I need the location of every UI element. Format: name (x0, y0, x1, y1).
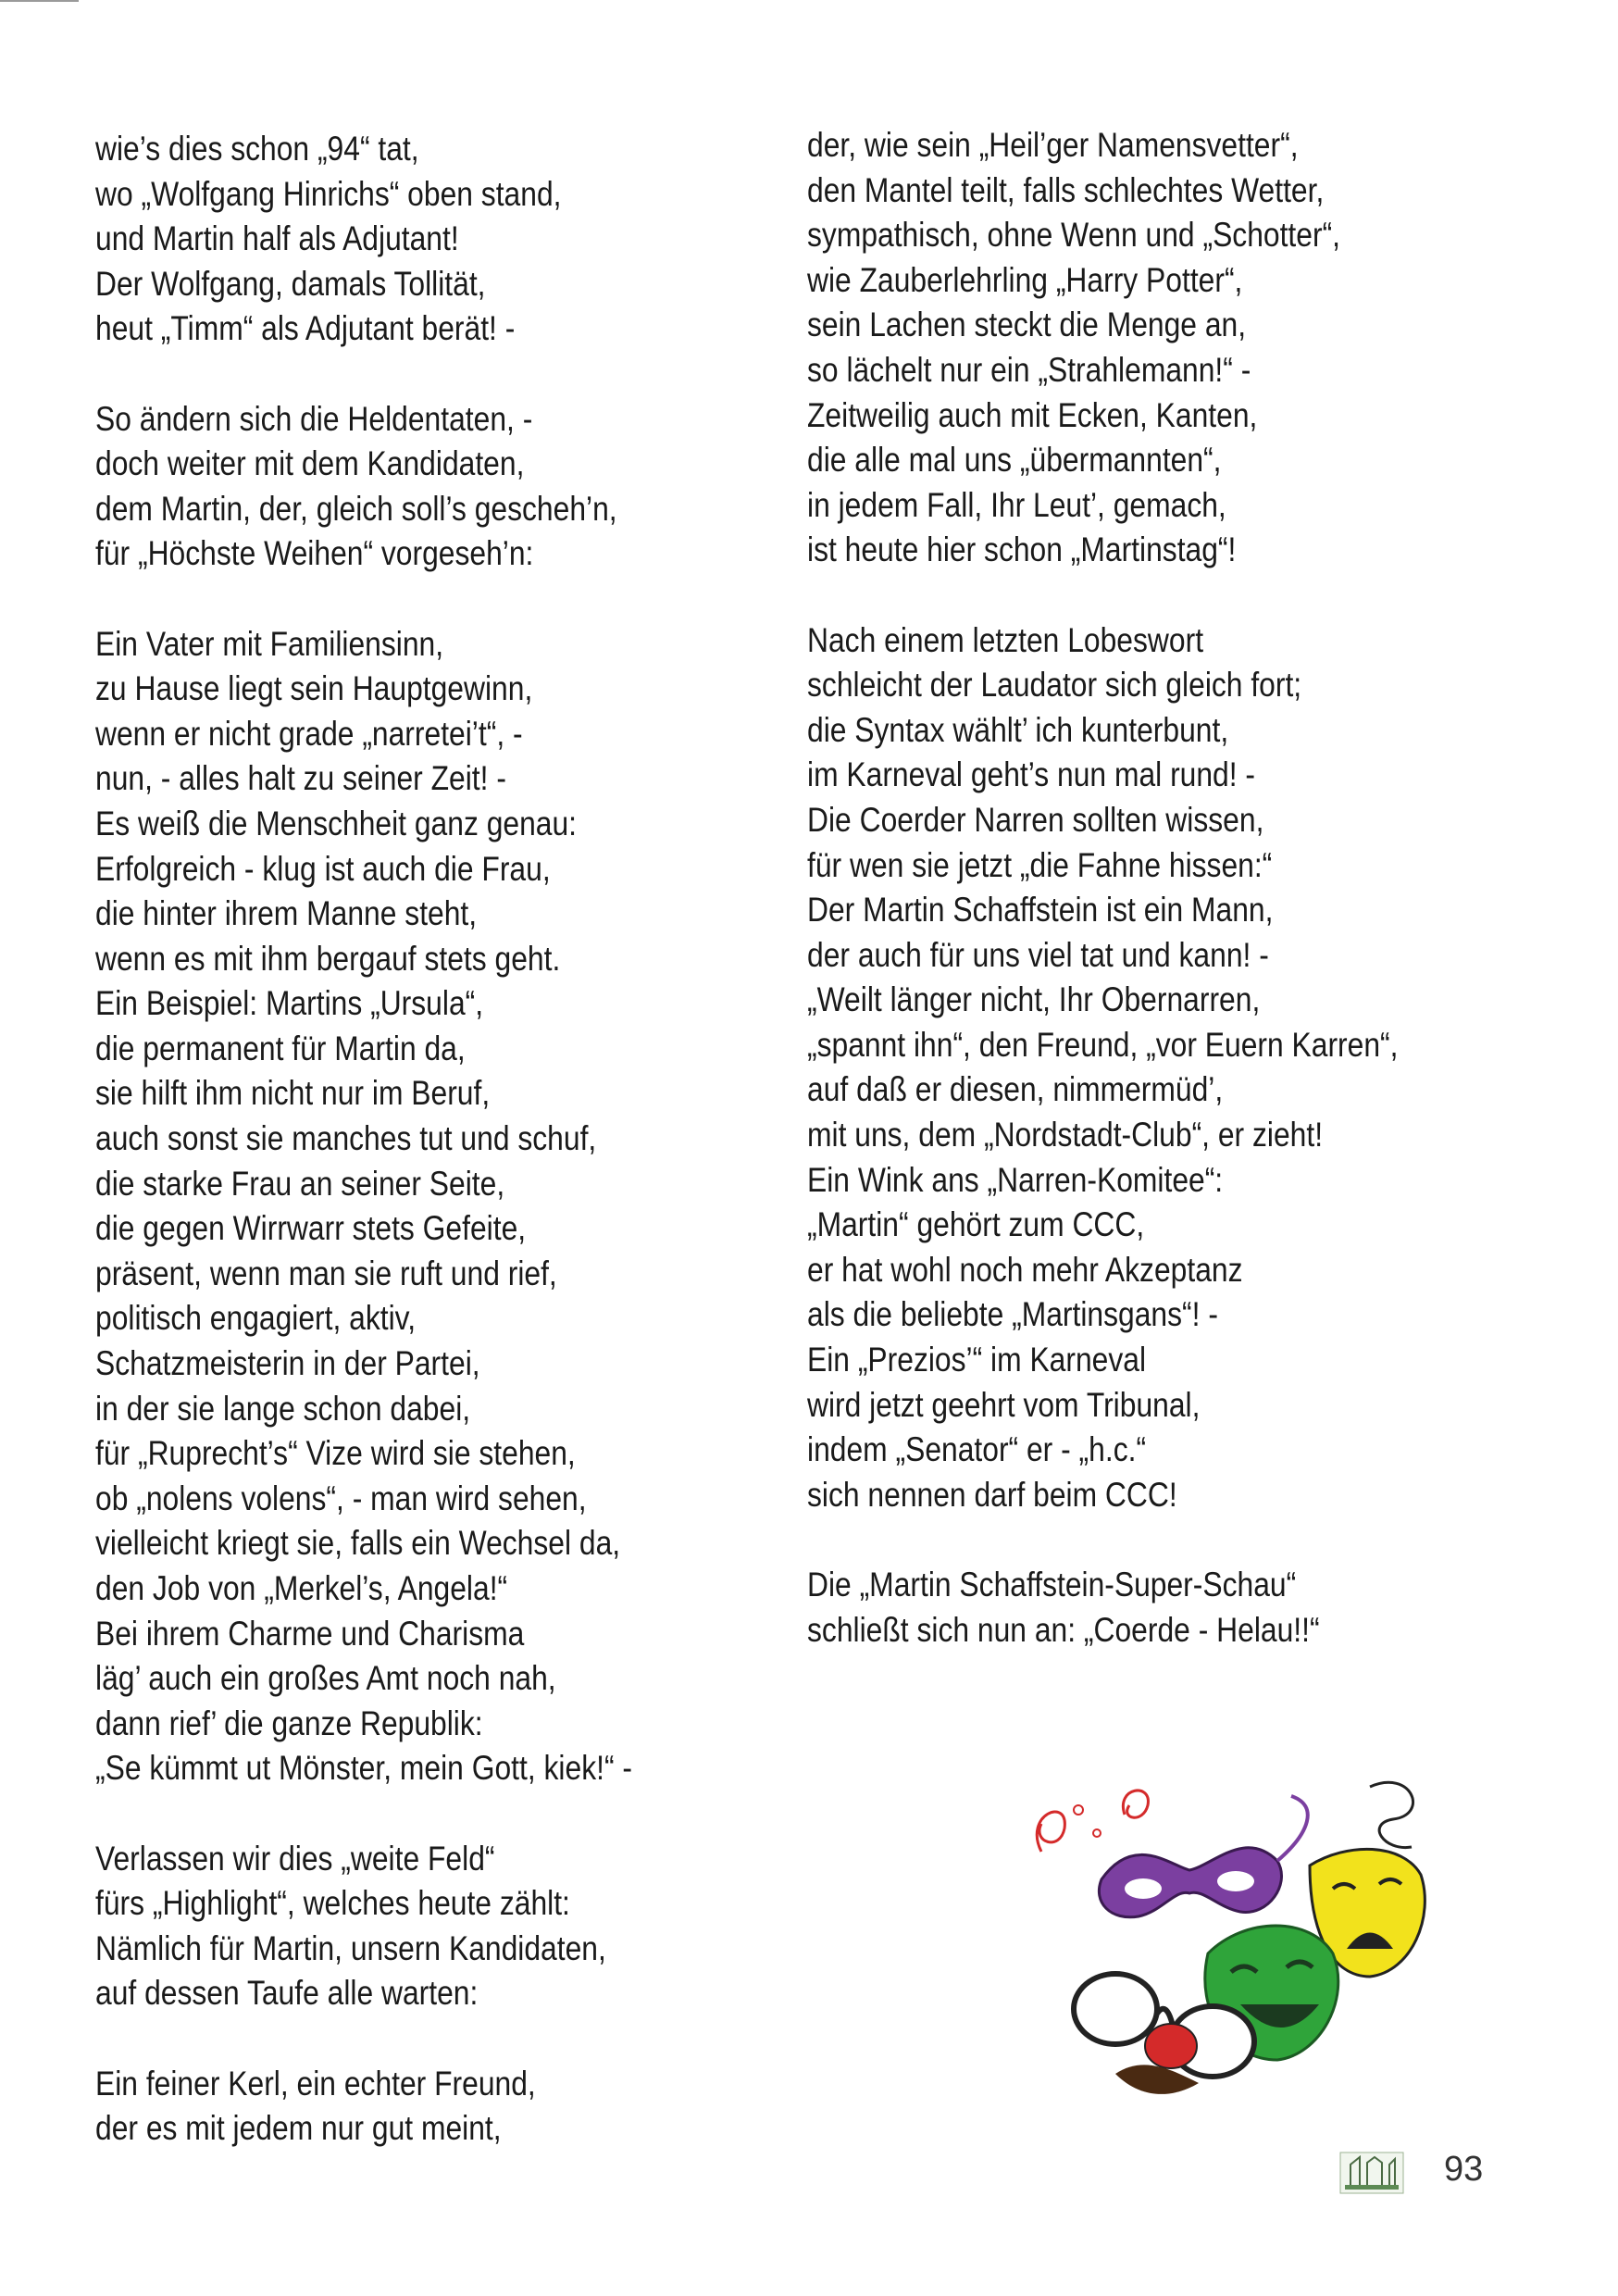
poem-line: die starke Frau an seiner Seite, (95, 1164, 505, 1203)
poem-line: in jedem Fall, Ihr Leut’, gemach, (807, 485, 1226, 524)
poem-line: fürs „Highlight“, welches heute zählt: (95, 1884, 570, 1923)
poem-line: den Job von „Merkel’s, Angela!“ (95, 1569, 508, 1607)
poem-line: der, wie sein „Heil’ger Namensvetter“, (807, 126, 1299, 164)
poem-line: wie Zauberlehrling „Harry Potter“, (807, 260, 1243, 299)
poem-line: sie hilft ihm nicht nur im Beruf, (95, 1074, 491, 1113)
poem-line: ist heute hier schon „Martinstag“! (807, 530, 1237, 569)
poem-line: die gegen Wirrwarr stets Gefeite, (95, 1209, 527, 1248)
poem-line: dann rief’ die ganze Republik: (95, 1703, 483, 1742)
poem-line: auch sonst sie manches tut und schuf, (95, 1119, 597, 1158)
stanza (95, 127, 632, 352)
poem-line: die hinter ihrem Manne steht, (95, 894, 478, 933)
poem-line: „Martin“ gehört zum CCC, (807, 1205, 1145, 1244)
poem-line: Bei ihrem Charme und Charisma (95, 1614, 525, 1653)
poem-line: Der Wolfgang, damals Tollität, (95, 264, 486, 303)
poem-line: für wen sie jetzt „die Fahne hissen:“ (807, 845, 1273, 884)
poem-line: er hat wohl noch mehr Akzeptanz (807, 1250, 1243, 1289)
poem-line: Ein Wink ans „Narren-Komitee“: (807, 1160, 1224, 1199)
stanza (807, 1563, 1398, 1653)
poem-line: auf dessen Taufe alle warten: (95, 1974, 479, 2013)
poem-line: für „Ruprecht’s“ Vize wird sie stehen, (95, 1434, 576, 1473)
poem-line: zu Hause liegt sein Hauptgewinn, (95, 669, 533, 708)
poem-line: der auch für uns viel tat und kann! - (807, 935, 1269, 974)
poem-line: Nämlich für Martin, unsern Kandidaten, (95, 1928, 606, 1967)
poem-line: Ein „Prezios’“ im Karneval (807, 1341, 1147, 1379)
poem-line: Nach einem letzten Lobeswort (807, 620, 1204, 659)
poem-line: für „Höchste Weihen“ vorgeseh’n: (95, 534, 534, 573)
poem-line: doch weiter mit dem Kandidaten, (95, 444, 525, 483)
poem-line: „spannt ihn“, den Freund, „vor Euern Karren“, (807, 1025, 1399, 1064)
poem-line: vielleicht kriegt sie, falls ein Wechsel da, (95, 1524, 621, 1563)
poem-line: so lächelt nur ein „Strahlemann!“ - (807, 350, 1251, 389)
poem-line: „Se kümmt ut Mönster, mein Gott, kiek!“ - (95, 1749, 632, 1788)
poem-line: den Mantel teilt, falls schlechtes Wetter, (807, 170, 1325, 209)
poem-line: sympathisch, ohne Wenn und „Schotter“, (807, 216, 1341, 255)
poem-line: Die Coerder Narren sollten wissen, (807, 800, 1264, 839)
poem-line: sein Lachen steckt die Menge an, (807, 306, 1247, 344)
poem-line: Zeitweilig auch mit Ecken, Kanten, (807, 395, 1258, 434)
poem-line: Verlassen wir dies „weite Feld“ (95, 1839, 495, 1878)
poem-line: läg’ auch ein großes Amt noch nah, (95, 1659, 556, 1698)
poem-line: als die beliebte „Martinsgans“! - (807, 1295, 1218, 1334)
club-logo-icon (1339, 2152, 1404, 2194)
stanza (95, 1837, 632, 2016)
poem-line: Schatzmeisterin in der Partei, (95, 1344, 480, 1383)
poem-line: indem „Senator“ er - „h.c.“ (807, 1430, 1147, 1469)
poem-line: nun, - alles halt zu seiner Zeit! - (95, 759, 506, 798)
poem-line: wird jetzt geehrt vom Tribunal, (807, 1385, 1201, 1424)
poem-line: Erfolgreich - klug ist auch die Frau, (95, 849, 551, 888)
poem-line: schließt sich nun an: „Coerde - Helau!!“ (807, 1610, 1320, 1649)
poem-line: in der sie lange schon dabei, (95, 1389, 471, 1428)
page-number: 93 (1444, 2150, 1484, 2189)
poem-line: wie’s dies schon „94“ tat, (95, 130, 419, 168)
stanza (807, 618, 1398, 1518)
left-column (95, 127, 632, 2196)
poem-line: Der Martin Schaffstein ist ein Mann, (807, 891, 1274, 930)
poem-line: dem Martin, der, gleich soll’s gescheh’n, (95, 489, 617, 528)
poem-line: im Karneval geht’s nun mal rund! - (807, 755, 1256, 794)
carnival-masks-illustration (1014, 1778, 1458, 2120)
poem-line: mit uns, dem „Nordstadt-Club“, er zieht! (807, 1116, 1324, 1154)
poem-line: politisch engagiert, aktiv, (95, 1299, 417, 1338)
poem-line: präsent, wenn man sie ruft und rief, (95, 1254, 557, 1292)
poem-line: Ein Beispiel: Martins „Ursula“, (95, 984, 484, 1023)
poem-line: die alle mal uns „übermannten“, (807, 441, 1222, 480)
poem-line: wenn er nicht grade „narretei’t“, - (95, 714, 523, 753)
poem-line: schleicht der Laudator sich gleich fort; (807, 666, 1302, 705)
poem-line: heut „Timm“ als Adjutant berät! - (95, 309, 516, 348)
poem-line: Ein Vater mit Familiensinn, (95, 624, 444, 663)
poem-line: Die „Martin Schaffstein-Super-Schau“ (807, 1566, 1297, 1603)
stanza (95, 397, 632, 577)
right-column (807, 123, 1398, 1698)
poem-line: Ein feiner Kerl, ein echter Freund, (95, 2064, 536, 2103)
stanza (95, 2062, 632, 2152)
poem-line: Es weiß die Menschheit ganz genau: (95, 804, 578, 842)
poem-line: sich nennen darf beim CCC! (807, 1475, 1177, 1514)
poem-line: ob „nolens volens“, - man wird sehen, (95, 1479, 587, 1517)
poem-line: die Syntax wählt’ ich kunterbunt, (807, 710, 1229, 749)
poem-line: wo „Wolfgang Hinrichs“ oben stand, (95, 174, 562, 213)
corner-rule (0, 0, 79, 2)
poem-line: So ändern sich die Heldentaten, - (95, 399, 533, 438)
poem-line: „Weilt länger nicht, Ihr Obernarren, (807, 980, 1261, 1019)
poem-line: die permanent für Martin da, (95, 1029, 466, 1067)
stanza (807, 123, 1398, 573)
poem-line: und Martin half als Adjutant! (95, 219, 459, 258)
stanza (95, 622, 632, 1791)
poem-line: wenn es mit ihm bergauf stets geht. (95, 939, 561, 978)
poem-line: auf daß er diesen, nimmermüd’, (807, 1070, 1224, 1109)
poem-line: der es mit jedem nur gut meint, (95, 2109, 502, 2148)
